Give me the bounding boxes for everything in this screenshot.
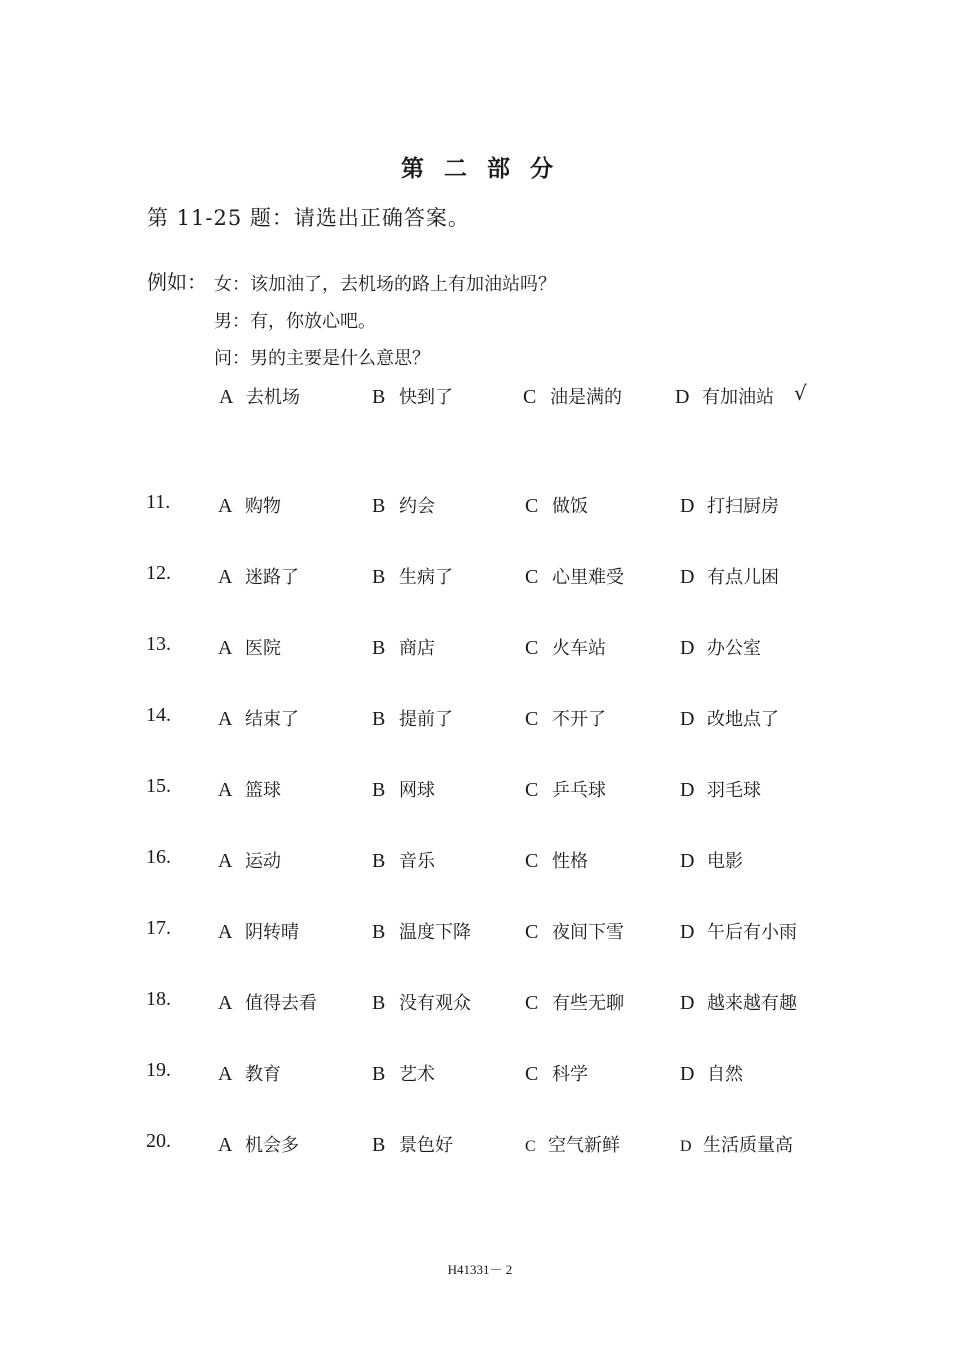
question-option-c xyxy=(525,705,606,731)
option-letter: D xyxy=(680,637,695,659)
option-text: 打扫厨房 xyxy=(707,496,779,517)
option-text: 迷路了 xyxy=(245,567,299,588)
question-option-c xyxy=(525,563,624,589)
question-option-c xyxy=(525,989,624,1015)
option-letter: B xyxy=(372,992,386,1014)
option-letter: C xyxy=(523,386,537,408)
option-letter: B xyxy=(372,637,386,659)
question-option-c xyxy=(525,492,588,518)
question-number: 12. xyxy=(146,562,171,584)
instructions: 第 11-25 题：请选出正确答案。 xyxy=(147,206,470,230)
question-number: 14. xyxy=(146,704,171,726)
option-text: 越来越有趣 xyxy=(707,993,797,1014)
option-letter: D xyxy=(680,992,695,1014)
example-option-a xyxy=(219,383,300,409)
page-footer: H41331－ 2 xyxy=(447,1262,513,1277)
question-option-b xyxy=(372,918,471,944)
option-text: 温度下降 xyxy=(399,922,471,943)
option-text: 空气新鲜 xyxy=(548,1135,620,1156)
question-option-c xyxy=(525,918,624,944)
option-text: 乒乓球 xyxy=(552,780,606,801)
option-letter: C xyxy=(525,1063,539,1085)
question-option-a xyxy=(218,563,299,589)
option-letter: D xyxy=(680,779,695,801)
option-letter: A xyxy=(218,637,233,659)
question-number: 20. xyxy=(146,1130,171,1152)
option-text: 油是满的 xyxy=(550,387,622,408)
question-number: 13. xyxy=(146,633,171,655)
question-option-d xyxy=(680,492,779,518)
option-text: 生活质量高 xyxy=(703,1135,793,1156)
question-number: 11. xyxy=(146,491,171,513)
question-option-a xyxy=(218,1131,299,1157)
option-letter: B xyxy=(372,495,386,517)
option-letter: C xyxy=(525,850,539,872)
option-text: 午后有小雨 xyxy=(707,922,797,943)
option-letter: D xyxy=(680,1063,695,1085)
question-option-b xyxy=(372,989,471,1015)
option-text: 改地点了 xyxy=(707,709,779,730)
question-option-c xyxy=(525,847,588,873)
option-text: 电影 xyxy=(707,851,743,872)
question-option-d xyxy=(680,705,779,731)
option-text: 有点儿困 xyxy=(707,567,779,588)
question-option-b xyxy=(372,563,453,589)
option-letter: B xyxy=(372,566,386,588)
question-option-d xyxy=(680,563,779,589)
question-option-d xyxy=(680,634,761,660)
question-option-d xyxy=(680,1060,743,1086)
option-text: 去机场 xyxy=(246,387,300,408)
option-letter: D xyxy=(680,566,695,588)
option-letter: B xyxy=(372,1134,386,1156)
option-letter: B xyxy=(372,386,386,408)
option-text: 心里难受 xyxy=(552,567,624,588)
option-text: 办公室 xyxy=(707,638,761,659)
question-option-a xyxy=(218,918,299,944)
option-letter: A xyxy=(218,850,233,872)
option-letter: A xyxy=(218,1134,233,1156)
option-letter: B xyxy=(372,1063,386,1085)
option-letter: C xyxy=(525,637,539,659)
option-text: 值得去看 xyxy=(245,993,317,1014)
option-letter: C xyxy=(525,495,539,517)
option-letter: A xyxy=(218,495,233,517)
option-letter: B xyxy=(372,708,386,730)
question-option-d xyxy=(680,918,797,944)
question-option-b xyxy=(372,1131,453,1157)
option-text: 教育 xyxy=(245,1064,281,1085)
example-option-b xyxy=(372,383,453,409)
option-letter: C xyxy=(525,992,539,1014)
option-text: 结束了 xyxy=(245,709,299,730)
question-option-b xyxy=(372,492,435,518)
example-woman-line: 女：该加油了，去机场的路上有加油站吗？ xyxy=(214,274,556,295)
question-option-a xyxy=(218,634,281,660)
option-letter: A xyxy=(219,386,234,408)
option-text: 商店 xyxy=(399,638,435,659)
option-text: 艺术 xyxy=(399,1064,435,1085)
question-number: 15. xyxy=(146,775,171,797)
question-option-c xyxy=(525,776,606,802)
question-number: 16. xyxy=(146,846,171,868)
option-letter: D xyxy=(680,1138,692,1155)
option-letter: B xyxy=(372,921,386,943)
option-letter: A xyxy=(218,1063,233,1085)
option-text: 有些无聊 xyxy=(552,993,624,1014)
option-text: 科学 xyxy=(552,1064,588,1085)
option-letter: C xyxy=(525,779,539,801)
question-option-c xyxy=(525,1060,588,1086)
option-text: 购物 xyxy=(245,496,281,517)
option-text: 性格 xyxy=(552,851,588,872)
section-title: 第 二 部 分 xyxy=(400,155,560,182)
option-text: 阴转晴 xyxy=(245,922,299,943)
option-text: 约会 xyxy=(399,496,435,517)
question-number: 17. xyxy=(146,917,171,939)
option-text: 自然 xyxy=(707,1064,743,1085)
option-text: 提前了 xyxy=(399,709,453,730)
option-letter: C xyxy=(525,1138,536,1155)
option-letter: D xyxy=(680,708,695,730)
question-option-b xyxy=(372,705,453,731)
example-label: 例如： xyxy=(147,270,207,294)
option-letter: C xyxy=(525,566,539,588)
option-text: 火车站 xyxy=(552,638,606,659)
option-text: 音乐 xyxy=(399,851,435,872)
option-letter: C xyxy=(525,921,539,943)
option-text: 没有观众 xyxy=(399,993,471,1014)
question-option-a xyxy=(218,989,317,1015)
question-option-d xyxy=(680,1131,793,1157)
option-text: 生病了 xyxy=(399,567,453,588)
question-option-a xyxy=(218,776,281,802)
question-option-b xyxy=(372,634,435,660)
option-letter: A xyxy=(218,779,233,801)
option-letter: D xyxy=(680,495,695,517)
question-option-d xyxy=(680,776,761,802)
question-option-d xyxy=(680,847,743,873)
question-option-a xyxy=(218,1060,281,1086)
option-letter: D xyxy=(680,921,695,943)
option-letter: A xyxy=(218,708,233,730)
question-number: 18. xyxy=(146,988,171,1010)
question-option-a xyxy=(218,705,299,731)
option-letter: D xyxy=(680,850,695,872)
option-text: 快到了 xyxy=(399,387,453,408)
question-option-d xyxy=(680,989,797,1015)
example-question-line: 问：男的主要是什么意思？ xyxy=(214,348,430,369)
option-text: 做饭 xyxy=(552,496,588,517)
option-text: 有加油站 xyxy=(702,387,774,408)
option-letter: A xyxy=(218,566,233,588)
question-option-b xyxy=(372,1060,435,1086)
example-option-d xyxy=(675,383,774,409)
option-text: 夜间下雪 xyxy=(552,922,624,943)
option-text: 医院 xyxy=(245,638,281,659)
option-text: 不开了 xyxy=(552,709,606,730)
question-option-a xyxy=(218,847,281,873)
question-option-a xyxy=(218,492,281,518)
option-letter: C xyxy=(525,708,539,730)
option-letter: B xyxy=(372,850,386,872)
option-text: 景色好 xyxy=(399,1135,453,1156)
example-man-line: 男：有，你放心吧。 xyxy=(214,311,376,332)
option-letter: D xyxy=(675,386,690,408)
option-text: 羽毛球 xyxy=(707,780,761,801)
option-letter: A xyxy=(218,921,233,943)
option-text: 机会多 xyxy=(245,1135,299,1156)
check-mark-icon: √ xyxy=(794,381,807,405)
question-number: 19. xyxy=(146,1059,171,1081)
question-option-b xyxy=(372,847,435,873)
option-text: 运动 xyxy=(245,851,281,872)
option-text: 篮球 xyxy=(245,780,281,801)
option-letter: A xyxy=(218,992,233,1014)
question-option-c xyxy=(525,1131,620,1157)
example-option-c xyxy=(523,383,622,409)
option-letter: B xyxy=(372,779,386,801)
question-option-c xyxy=(525,634,606,660)
question-option-b xyxy=(372,776,435,802)
option-text: 网球 xyxy=(399,780,435,801)
